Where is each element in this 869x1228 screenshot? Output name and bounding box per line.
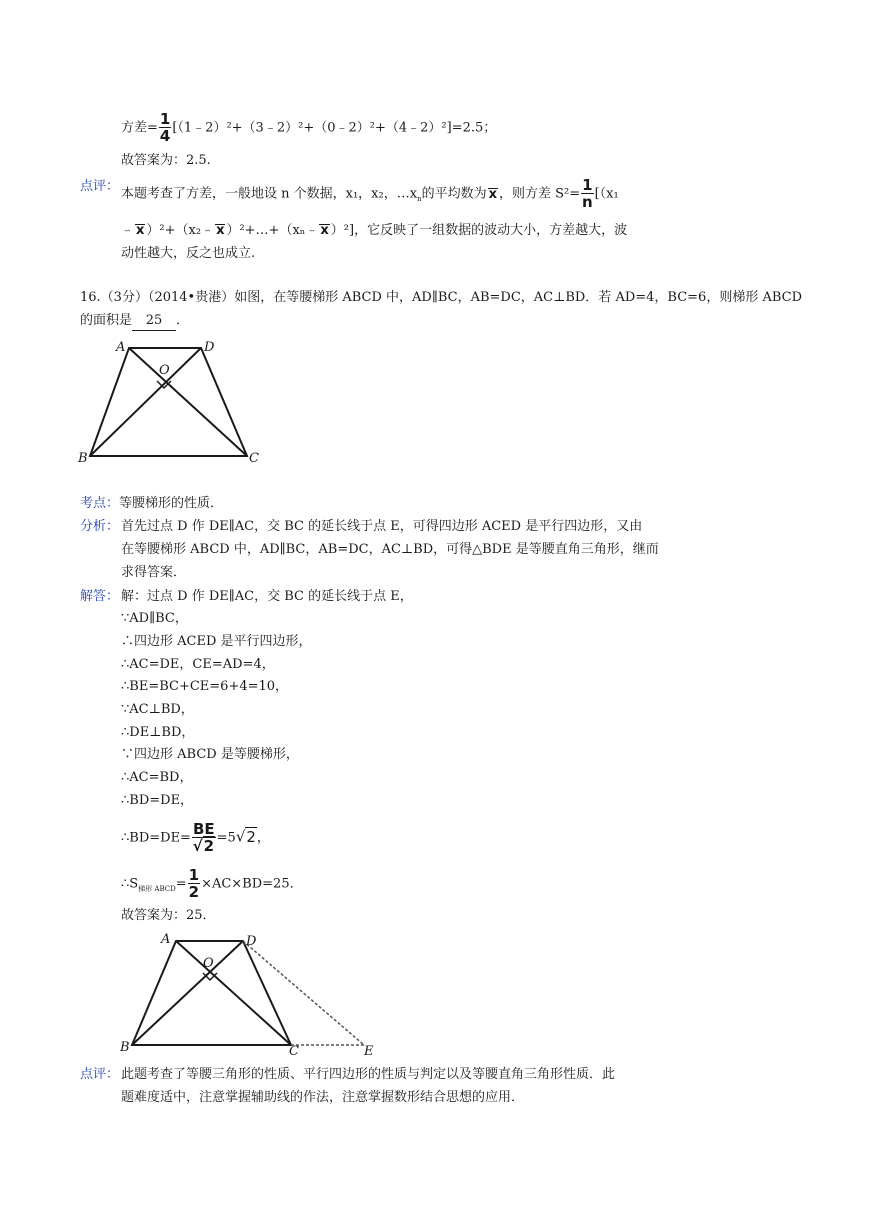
fenxi-line-2: 在等腰梯形 ABCD 中，AD∥BC，AB=DC，AC⊥BD，可得△BDE 是等腰直角三角形，继而: [121, 542, 659, 557]
text-span: ×AC×BD=25．: [201, 876, 303, 892]
solution-line: ∴BE=BC+CE=6+4=10，: [121, 679, 289, 694]
fenxi-tag: 分析：: [80, 519, 120, 534]
auxiliary-lines: [243, 941, 364, 1045]
fraction-numerator: BE: [192, 820, 215, 838]
text-span: ﹣: [121, 223, 135, 238]
fraction-denominator: 2: [188, 883, 200, 901]
fraction-denominator: n: [582, 193, 593, 211]
label-b: B: [78, 451, 88, 466]
variance-prefix: 方差=: [121, 120, 158, 136]
subscript: 梯形 ABCD: [138, 885, 176, 894]
text-span: 的面积是: [80, 313, 133, 328]
text-span: ∴S: [121, 876, 139, 892]
text-span: ）²]，它反映了一组数据的波动大小，方差越大，波: [330, 223, 628, 238]
variance-expression: [（1﹣2）²+（3﹣2）²+（0﹣2）²+（4﹣2）²]=2.5；: [172, 120, 497, 136]
text-span: ．: [176, 313, 190, 328]
solution-line: ∴AC=DE，CE=AD=4，: [121, 657, 275, 672]
prev-comment-line-1: [121, 178, 619, 210]
variance-formula-line: [121, 112, 496, 144]
fraction-numerator: 1: [582, 176, 593, 194]
auxiliary-line-de: [243, 941, 364, 1045]
label-a: A: [161, 932, 171, 947]
diagonal-ac: [176, 941, 291, 1045]
area-formula-line: [121, 868, 303, 900]
trapezoid-figure-2: [115, 929, 380, 1059]
radicand: 2: [203, 837, 215, 855]
text-span: =5: [216, 830, 236, 846]
label-d: D: [204, 340, 215, 355]
answer-blank: 25: [132, 312, 176, 331]
kaodian-row: [80, 495, 223, 513]
jieda-tag: 解答：: [80, 589, 120, 604]
solution-line: ∴BD=DE，: [121, 793, 194, 808]
fenxi-line-1: 首先过点 D 作 DE∥AC，交 BC 的延长线于点 E，可得四边形 ACED 是平行四边形，又由: [121, 519, 643, 534]
final-comment-tag: 点评：: [80, 1067, 120, 1082]
diagonal-bd: [132, 941, 243, 1045]
mean-symbol: x: [488, 186, 497, 202]
area-fraction: [188, 868, 200, 900]
sqrt-expression: √2: [235, 827, 256, 846]
subscript: n: [417, 195, 422, 204]
prev-comment-tag: 点评：: [80, 179, 120, 194]
bd-fraction: [192, 822, 216, 854]
text-span: =: [175, 876, 187, 892]
fraction-numerator: 1: [159, 110, 171, 128]
solution-line: ∴AC=BD，: [121, 770, 193, 785]
kaodian-tag: 考点：: [80, 496, 120, 511]
text-span: ）²+…+（xₙ﹣: [226, 223, 319, 238]
fraction-denominator: 4: [159, 127, 171, 145]
label-d: D: [246, 934, 257, 949]
variance-fraction: [581, 178, 593, 210]
solution-line: ∴四边形 ACED 是平行四边形，: [121, 634, 312, 649]
prev-comment-line-3: 动性越大，反之也成立.: [121, 246, 256, 261]
solution-line: ∴DE⊥BD，: [121, 725, 195, 740]
mean-symbol: x: [216, 223, 225, 238]
solution-line: ∵AD∥BC，: [121, 611, 188, 626]
question-16-line-1: 16.（3分）（2014•贵港）如图，在等腰梯形 ABCD 中，AD∥BC，AB=DC，AC⊥BD．若 AD=4，BC=6，则梯形 ABCD: [80, 290, 803, 305]
text-span: ，: [256, 830, 270, 846]
final-comment-line-1: 此题考查了等腰三角形的性质、平行四边形的性质与判定以及等腰直角三角形性质．此: [121, 1067, 616, 1082]
mean-symbol: x: [320, 223, 329, 238]
radicand: 2: [246, 827, 256, 846]
label-e: E: [364, 1044, 374, 1059]
label-o: O: [203, 956, 214, 971]
fraction-denominator: √2: [192, 837, 215, 855]
label-c: C: [289, 1044, 299, 1059]
solution-answer-line: 故答案为：25．: [121, 908, 216, 923]
text-span: ，则方差 S²=: [498, 186, 581, 202]
label-o: O: [159, 363, 170, 378]
variance-fraction: [159, 112, 171, 144]
solution-line: ∵四边形 ABCD 是等腰梯形，: [121, 747, 299, 762]
bd-formula-line: [121, 822, 270, 854]
prev-comment-line-2: [121, 222, 627, 240]
text-span: [（x₁: [594, 186, 619, 202]
text-span: 本题考查了方差，一般地设 n 个数据，x₁，x₂，…x: [121, 186, 418, 202]
label-a: A: [116, 340, 126, 355]
final-comment-line-2: 题难度适中，注意掌握辅助线的作法，注意掌握数形结合思想的应用．: [121, 1090, 525, 1105]
prev-answer-line: 故答案为：2.5.: [121, 153, 211, 168]
text-span: ∴BD=DE=: [121, 830, 191, 846]
solution-line: ∵AC⊥BD，: [121, 702, 194, 717]
kaodian-text: 等腰梯形的性质．: [119, 496, 224, 511]
text-span: ）²+（x₂﹣: [146, 223, 215, 238]
solution-line: 解：过点 D 作 DE∥AC，交 BC 的延长线于点 E，: [121, 589, 413, 604]
label-c: C: [249, 451, 259, 466]
fenxi-line-3: 求得答案．: [121, 565, 187, 580]
label-b: B: [120, 1040, 130, 1055]
trapezoid-figure-1: [75, 338, 275, 468]
mean-symbol: x: [136, 223, 145, 238]
fraction-numerator: 1: [188, 866, 200, 884]
question-16-line-2: [80, 312, 189, 331]
text-span: 的平均数为: [421, 186, 487, 202]
